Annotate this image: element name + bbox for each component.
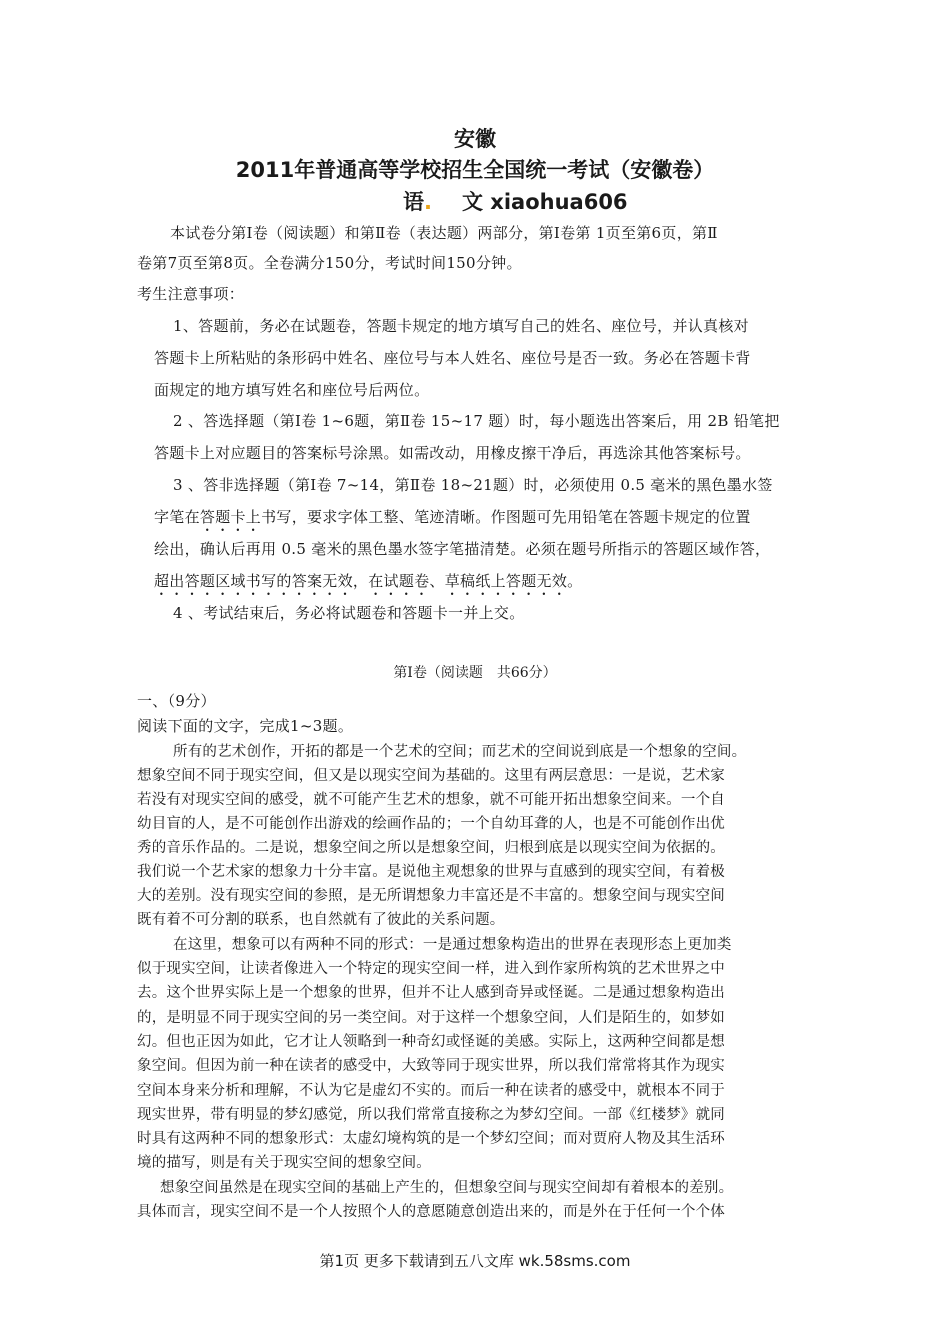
passage-line: 我们说一个艺术家的想象力十分丰富。是说他主观想象的世界与直感到的现实空间，有着极 bbox=[137, 864, 725, 880]
passage-line: 想象空间不同于现实空间，但又是以现实空间为基础的。这里有两层意思：一是说，艺术家 bbox=[137, 768, 725, 784]
notice-heading: 考生注意事项： bbox=[137, 285, 245, 303]
notice-item-3-line-1: 3 、答非选择题（第Ⅰ卷 7~14，第Ⅱ卷 18~21题）时，必须使用 0.5 毫米的黑色墨水签 bbox=[173, 476, 773, 494]
passage-line: 象空间。但因为前一种在读者的感受中，大致等同于现实世界，所以我们常常将其作为现实 bbox=[137, 1058, 725, 1074]
subject-title bbox=[403, 186, 628, 216]
notice-item-4: 4 、考试结束后，务必将试题卷和答题卡一并上交。 bbox=[173, 604, 525, 622]
emphasized-text: 超出答题区域书写的答案无效 bbox=[154, 572, 353, 590]
notice-item-3-line-3: 绘出，确认后再用 0.5 毫米的黑色墨水签字笔描清楚。必须在题号所指示的答题区域作答， bbox=[154, 540, 771, 558]
notice-item-1-line-3: 面规定的地方填写姓名和座位号后两位。 bbox=[154, 381, 430, 399]
emphasized-text: 在试题卷、草稿纸上答题无效 bbox=[368, 572, 568, 590]
passage-line: 幻。但也正因为如此，它才让人领略到一种奇幻或怪诞的美感。实际上，这两种空间都是想 bbox=[137, 1034, 725, 1050]
page-footer: 第1页 更多下载请到五八文库 wk.58sms.com bbox=[319, 1252, 631, 1270]
passage-line: 现实世界，带有明显的梦幻感觉，所以我们常常直接称之为梦幻空间。一部《红楼梦》就同 bbox=[137, 1107, 725, 1123]
intro-line-2: 卷第7页至第8页。全卷满分150分，考试时间150分钟。 bbox=[137, 254, 522, 272]
notice-item-3-line-4 bbox=[154, 570, 582, 599]
notice-item-1-line-1: 1、答题前，务必在试题卷，答题卡规定的地方填写自己的姓名、座位号，并认真核对 bbox=[173, 317, 749, 335]
passage-line: 幼目盲的人，是不可能创作出游戏的绘画作品的；一个自幼耳聋的人，也是不可能创作出优 bbox=[137, 816, 725, 832]
notice-item-2-line-1: 2 、答选择题（第Ⅰ卷 1~6题，第Ⅱ卷 15~17 题）时，每小题选出答案后，用 2B 铅笔把 bbox=[173, 412, 780, 430]
emphasized-text: 答题卡上 bbox=[199, 508, 262, 526]
notice-item-2-line-2: 答题卡上对应题目的答案标号涂黑。如需改动，用橡皮擦干净后，再选涂其他答案标号。 bbox=[154, 444, 751, 462]
instruction: 阅读下面的文字，完成1~3题。 bbox=[137, 717, 354, 735]
passage-line: 大的差别。没有现实空间的参照，是无所谓想象力丰富还是不丰富的。想象空间与现实空间 bbox=[137, 888, 725, 904]
section-heading: 第Ⅰ卷（阅读题 共66分） bbox=[393, 665, 557, 681]
passage-line: 若没有对现实空间的感受，就不可能产生艺术的想象，就不可能开拓出想象空间来。一个自 bbox=[137, 792, 725, 808]
passage-line: 所有的艺术创作，开拓的都是一个艺术的空间；而艺术的空间说到底是一个想象的空间。 bbox=[173, 744, 747, 760]
passage-line: 空间本身来分析和理解，不认为它是虚幻不实的。而后一种在读者的感受中，就根本不同于 bbox=[137, 1083, 725, 1099]
watermark-text: xiaohua606 bbox=[490, 190, 628, 214]
passage-line: 秀的音乐作品的。二是说，想象空间之所以是想象空间，归根到底是以现实空间为依据的。 bbox=[137, 840, 725, 856]
passage-line: 在这里，想象可以有两种不同的形式：一是通过想象构造出的世界在表现形态上更加类 bbox=[173, 937, 732, 953]
subject-char-2: 文 bbox=[461, 190, 483, 214]
passage-line: 去。这个世界实际上是一个想象的世界，但并不让人感到奇异或怪诞。二是通过想象构造出 bbox=[137, 985, 725, 1001]
passage-line: 既有着不可分割的联系，也自然就有了彼此的关系问题。 bbox=[137, 912, 505, 928]
passage-line: 似于现实空间，让读者像进入一个特定的现实空间一样，进入到作家所构筑的艺术世界之中 bbox=[137, 961, 725, 977]
intro-line-1: 本试卷分第Ⅰ卷（阅读题）和第Ⅱ卷（表达题）两部分，第Ⅰ卷第 1页至第6页，第Ⅱ bbox=[170, 224, 718, 242]
notice-item-1-line-2: 答题卡上所粘贴的条形码中姓名、座位号与本人姓名、座位号是否一致。务必在答题卡背 bbox=[154, 349, 751, 367]
decorative-dot: . bbox=[424, 190, 432, 214]
passage-line: 时具有这两种不同的想象形式：太虚幻境构筑的是一个梦幻空间；而对贾府人物及其生活环 bbox=[137, 1131, 725, 1147]
text-run: 书写，要求字体工整、笔迹清晰。作图题可先用铅笔在答题卡规定的位置 bbox=[261, 508, 751, 526]
province-title: 安徽 bbox=[454, 127, 496, 151]
exam-title: 2011年普通高等学校招生全国统一考试（安徽卷） bbox=[235, 158, 715, 182]
passage-line: 想象空间虽然是在现实空间的基础上产生的，但想象空间与现实空间却有着根本的差别。 bbox=[160, 1180, 734, 1196]
passage-line: 境的描写，则是有关于现实空间的想象空间。 bbox=[137, 1155, 431, 1171]
passage-line: 具体而言，现实空间不是一个人按照个人的意愿随意创造出来的，而是外在于任何一个个体 bbox=[137, 1204, 725, 1220]
text-run: 。 bbox=[567, 572, 583, 590]
notice-item-3-line-2 bbox=[154, 506, 751, 535]
passage-line: 的，是明显不同于现实空间的另一类空间。对于这样一个想象空间，人们是陌生的，如梦如 bbox=[137, 1010, 725, 1026]
subject-char-1: 语 bbox=[403, 190, 424, 214]
text-run: ， bbox=[352, 572, 369, 590]
text-run: 字笔在 bbox=[154, 508, 200, 526]
part-heading: 一、（9分） bbox=[137, 692, 216, 710]
